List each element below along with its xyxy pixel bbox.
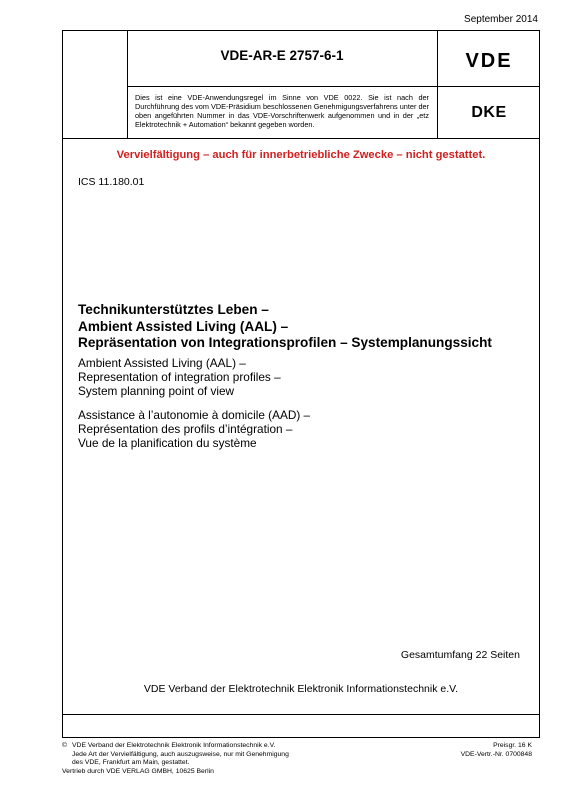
footer-distribution: Vertrieb durch VDE VERLAG GMBH, 10625 Berlin — [62, 767, 214, 775]
frame-divider — [127, 30, 128, 138]
vde-logo — [448, 49, 530, 71]
total-pages: Gesamtumfang 22 Seiten — [400, 649, 520, 661]
footer-line — [62, 742, 289, 751]
ics-code: ICS 11.180.01 — [78, 176, 145, 188]
footer-price-info — [461, 742, 532, 759]
footer-copyright — [62, 742, 289, 776]
frame-divider — [62, 714, 540, 715]
vde-logo-text: VDE — [465, 50, 513, 71]
price-group: Preisgr. 16 K — [493, 742, 532, 749]
document-number: VDE-AR-E 2757-6-1 — [220, 48, 344, 63]
title-german — [78, 302, 533, 352]
distribution-number: VDE-Vertr.-Nr. 0700848 — [460, 750, 532, 758]
approval-notice: Dies ist eine VDE-Anwendungsregel im Sinne von VDE 0022. Sie ist nach der Durchführung des vom VDE-Präsidium beschlossenen Genehmigungsverfahrens unter der oben angeführten Nummer in das VDE-Vorschriftenwerk aufgenommen und in der „etz Elektrotechnik + Automation“ bekannt gegeben worden. — [135, 93, 429, 129]
footer-line: Jede Art der Vervielfältigung, auch auszugsweise, nur mit Genehmigung — [72, 750, 289, 758]
title-line: Ambient Assisted Living (AAL) – — [78, 356, 246, 370]
title-french — [78, 408, 518, 450]
title-line: Représentation des profils d’intégration – — [78, 422, 293, 436]
copyright-icon: © — [62, 742, 68, 749]
footer-line: des VDE, Frankfurt am Main, gestattet. — [72, 759, 190, 767]
title-line: Representation of integration profiles – — [78, 370, 281, 384]
title-english — [78, 356, 518, 398]
footer-text: VDE Verband der Elektrotechnik Elektronik Informationstechnik e.V. — [72, 742, 276, 749]
publisher-line: VDE Verband der Elektrotechnik Elektronik Informationstechnik e.V. — [143, 683, 459, 695]
title-line: Repräsentation von Integrationsprofilen – Systemplanungssicht — [78, 335, 492, 350]
title-line: System planning point of view — [78, 384, 235, 398]
frame-divider — [127, 86, 540, 87]
title-line: Assistance à l’autonomie à domicile (AAD) – — [78, 408, 311, 422]
reproduction-notice: Vervielfältigung – auch für innerbetriebliche Zwecke – nicht gestattet. — [116, 149, 486, 161]
dke-logo: DKE — [471, 104, 507, 121]
title-line: Ambient Assisted Living (AAL) – — [78, 318, 289, 334]
title-line: Vue de la planification du système — [78, 436, 257, 450]
title-line: Technikunterstütztes Leben – — [78, 302, 269, 317]
frame-divider — [62, 138, 540, 139]
publication-date: September 2014 — [464, 14, 538, 25]
